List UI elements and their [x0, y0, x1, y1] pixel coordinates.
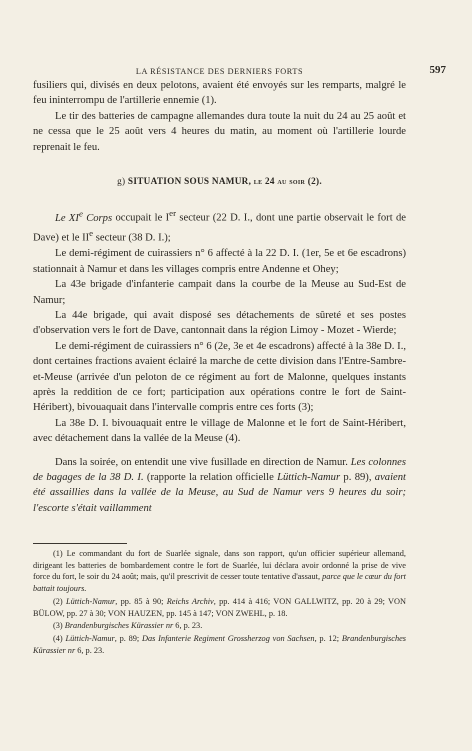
running-head: LA RÉSISTANCE DES DERNIERS FORTS: [135, 67, 304, 76]
page-header: [33, 62, 446, 78]
paragraph-1: fusiliers qui, divisés en deux pelotons, avaient été envoyés sur les remparts, malgré le feu ininterrompu de l'artillerie ennemie (1).: [33, 80, 406, 107]
footnote-4: (4) Lüttich-Namur, p. 89; Das Infanterie Regiment Grossherzog von Sachsen, p. 12; Brandenburgisches Kürassier nr 6, p. 23.: [33, 633, 407, 655]
section-heading: [33, 174, 406, 189]
section-prefix: g): [117, 176, 128, 187]
footnote-separator: [33, 543, 127, 544]
footnote-2: (2) Lüttich-Namur, pp. 85 à 90; Reichs Archiv, pp. 414 à 416; VON GALLWITZ, pp. 20 à 29; VON BÜLOW, pp. 27 à 30; VON HAUZEN, pp. 145 à 147; VON ZWEHL, p. 18.: [33, 596, 406, 618]
paragraph-6: La 44e brigade, qui avait disposé ses détachements de sûreté et ses postes d'observation vers le fort de Dave, cantonnait dans la région Limoy - Mozet - Wierde;: [33, 309, 406, 337]
footnote-3: (3) Brandenburgisches Kürassier nr 6, p. 23.: [53, 621, 203, 631]
footnotes: [33, 548, 406, 657]
paragraph-gap: [33, 447, 406, 455]
paragraph-2: Le tir des batteries de campagne allemandes dura toute la nuit du 24 au 25 août et ne cessa que le 25 août vers 4 heures du matin, au moment où l'artillerie lourde reprenait le feu.: [33, 110, 406, 153]
page-number: 597: [429, 64, 446, 76]
body-text: [33, 78, 406, 516]
section-title: SITUATION SOUS NAMUR, le 24 au soir (2).: [127, 176, 322, 187]
paragraph-8: La 38e D. I. bivouaquait entre le village de Malonne et le fort de Saint-Héribert, avec détachement dans la vallée de la Meuse (4).: [33, 417, 406, 445]
paragraph-3: Le XIe Corps occupait le Ier secteur (22 D. I., dont une partie observait le fort de Dave) et le IIe secteur (38 D. I.);: [33, 208, 406, 244]
paragraph-5: La 43e brigade d'infanterie campait dans la courbe de la Meuse au Sud-Est de Namur;: [33, 279, 406, 306]
paragraph-7: Le demi-régiment de cuirassiers n° 6 (2e, 3e et 4e escadrons) affecté à la 38e D. I., dont certaines fractions avaient éclairé la marche de cette division dans l'Entre-Sambre-et-Meuse (arrivée d'un peloton de ce régiment au fort de Malonne, quelques instants après la reddition de ce fort; participation aux opérations contre le fort de Saint-Héribert), bivouaquait dans l'intervalle compris entre ces forts (3);: [33, 340, 406, 414]
paragraph-9: Dans la soirée, on entendit une vive fusillade en direction de Namur. Les colonnes de bagages de la 38 D. I. (rapporte la relation officielle Lüttich-Namur p. 89), avaient été assaillies dans la vallée de la Meuse, au Sud de Namur vers 9 heures du soir; l'escorte s'était vaillamment: [33, 456, 406, 514]
paragraph-4: Le demi-régiment de cuirassiers n° 6 affecté à la 22 D. I. (1er, 5e et 6e escadrons) stationnait à Namur et dans les villages compris entre Andenne et Ohey;: [33, 248, 406, 275]
footnote-1: (1) Le commandant du fort de Suarlée signale, dans son rapport, qu'un officier supérieur allemand, dirigeant les batteries de bombardement contre le fort de Suarlée, lui déclara avoir ordonné la prise de vive force du fort, le soir du 24 août; mais, qu'il prescrivit de cesser toute tentative d'assaut, parce que le cœur du fort battait toujours.: [33, 549, 406, 594]
